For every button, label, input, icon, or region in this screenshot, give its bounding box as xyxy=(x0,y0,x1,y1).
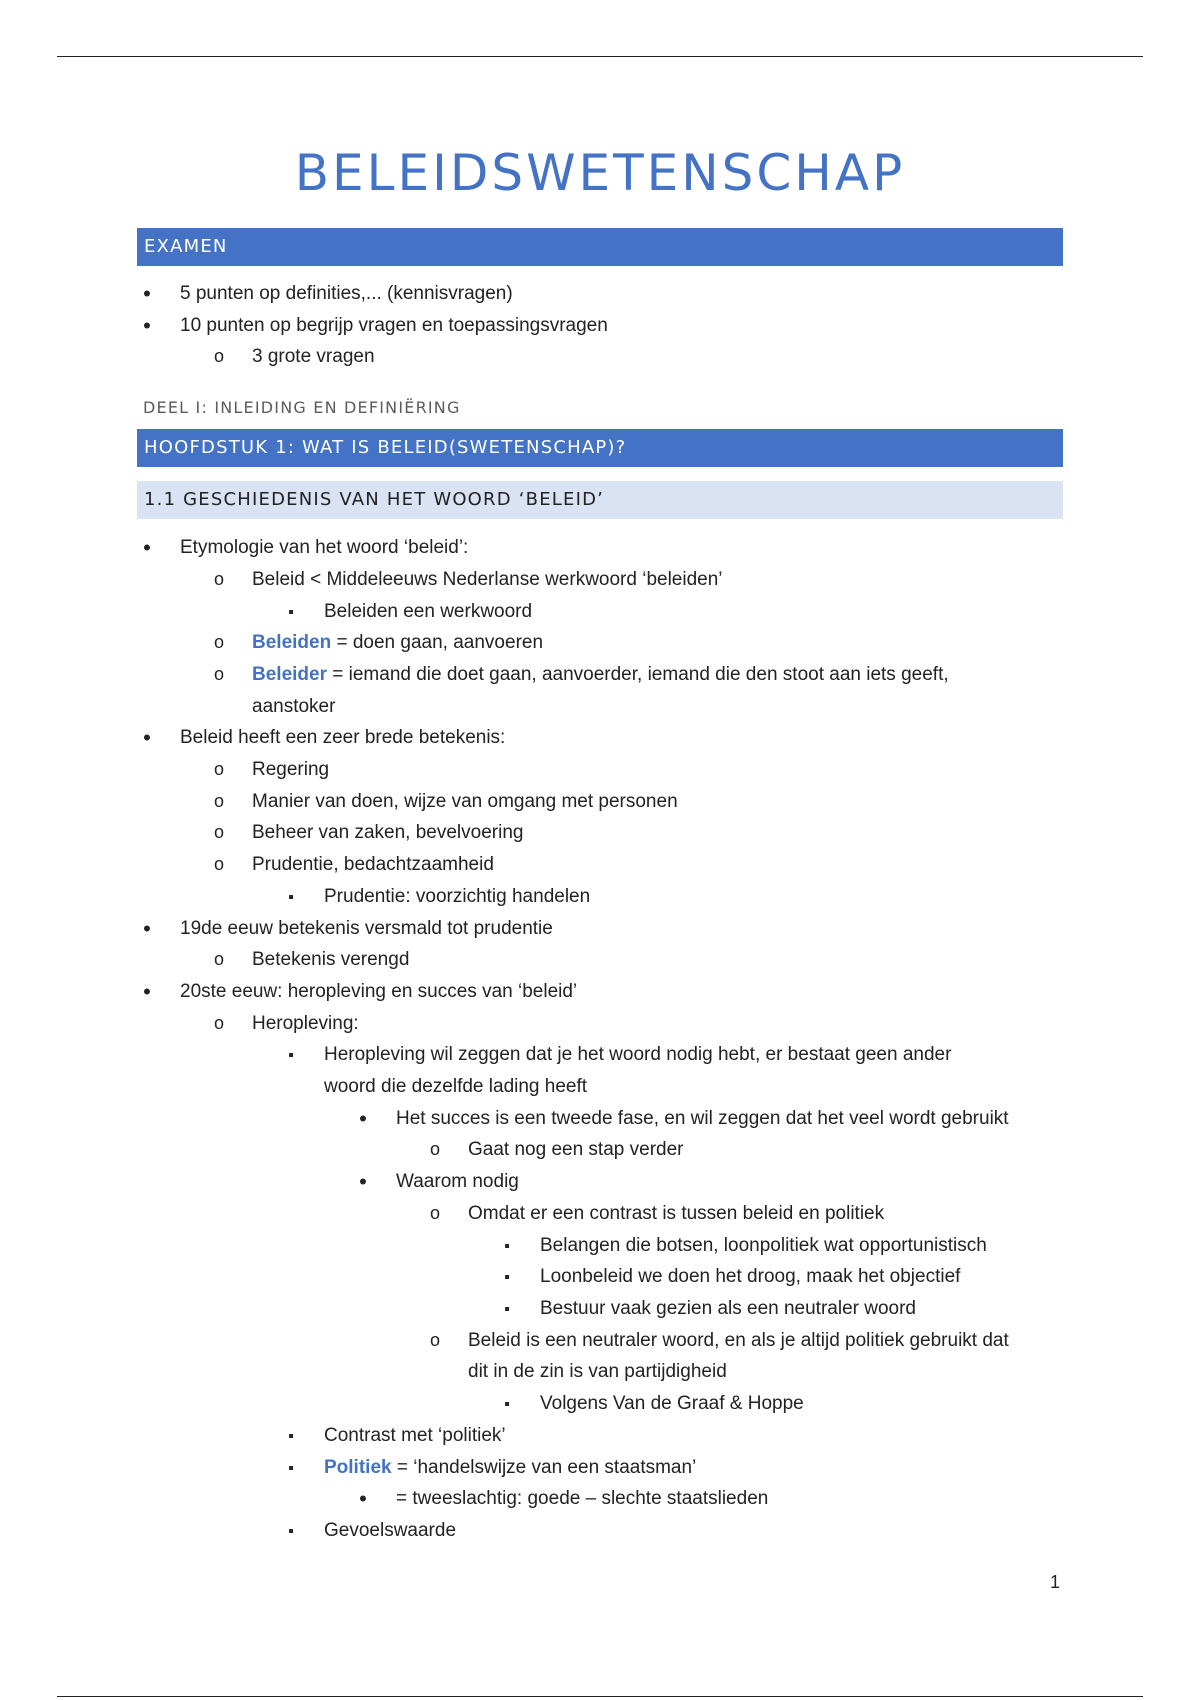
list-item-continuation: dit in de zin is van partijdigheid xyxy=(468,1361,727,1383)
list-item: ▪ Prudentie: voorzichtig handelen xyxy=(137,881,1063,913)
list-item: o Prudentie, bedachtzaamheid xyxy=(137,849,1063,881)
list-item: ▪ Volgens Van de Graaf & Hoppe xyxy=(137,1388,1063,1420)
list-item: o Regering xyxy=(137,754,1063,786)
list-item: • Waarom nodig xyxy=(137,1166,1063,1198)
list-item: o Manier van doen, wijze van omgang met personen xyxy=(137,786,1063,818)
list-item: ▪ Bestuur vaak gezien als een neutraler woord xyxy=(137,1293,1063,1325)
list-item: • Etymologie van het woord ‘beleid’: xyxy=(137,532,1063,564)
part-label: DEEL I: INLEIDING EN DEFINIËRING xyxy=(143,398,461,418)
list-item: • Beleid heeft een zeer brede betekenis: xyxy=(137,722,1063,754)
term-politiek: Politiek xyxy=(324,1456,392,1478)
document-body xyxy=(137,140,1063,1547)
list-item: ▪ Heropleving wil zeggen dat je het woord nodig hebt, er bestaat geen ander xyxy=(137,1039,1063,1071)
list-item: • 5 punten op definities,... (kennisvragen) xyxy=(137,278,1063,310)
list-item: ▪ Contrast met ‘politiek’ xyxy=(137,1420,1063,1452)
list-item: • Het succes is een tweede fase, en wil zeggen dat het veel wordt gebruikt xyxy=(137,1103,1063,1135)
list-item: o Beheer van zaken, bevelvoering xyxy=(137,817,1063,849)
page-number: 1 xyxy=(1049,1572,1060,1592)
list-item: o Heropleving: xyxy=(137,1008,1063,1040)
list-item: • = tweeslachtig: goede – slechte staatslieden xyxy=(137,1483,1063,1515)
list-item: • 19de eeuw betekenis versmald tot prudentie xyxy=(137,913,1063,945)
list-item: o Betekenis verengd xyxy=(137,944,1063,976)
footer-rule xyxy=(57,1696,1143,1697)
heading-chapter: HOOFDSTUK 1: WAT IS BELEID(SWETENSCHAP)? xyxy=(137,429,1063,467)
list-item: ▪ Gevoelswaarde xyxy=(137,1515,1063,1547)
list-item-continuation: aanstoker xyxy=(252,695,336,717)
list-item: ▪ Beleiden een werkwoord xyxy=(137,596,1063,628)
list-item: o Beleid < Middeleeuws Nederlanse werkwoord ‘beleiden’ xyxy=(137,564,1063,596)
list-item: • 20ste eeuw: heropleving en succes van ‘beleid’ xyxy=(137,976,1063,1008)
examen-list xyxy=(137,278,1063,373)
list-item: o 3 grote vragen xyxy=(137,341,1063,373)
header-rule xyxy=(57,56,1143,57)
term-beleider: Beleider xyxy=(252,663,327,685)
list-item: ▪ Belangen die botsen, loonpolitiek wat opportunistisch xyxy=(137,1230,1063,1262)
list-item-continuation: woord die dezelfde lading heeft xyxy=(324,1076,588,1098)
list-item: o Gaat nog een stap verder xyxy=(137,1134,1063,1166)
list-item: • 10 punten op begrijp vragen en toepassingsvragen xyxy=(137,310,1063,342)
heading-examen: EXAMEN xyxy=(137,228,1063,266)
list-item: o Omdat er een contrast is tussen beleid en politiek xyxy=(137,1198,1063,1230)
section-list xyxy=(137,532,1063,1547)
term-beleiden: Beleiden xyxy=(252,632,332,654)
document-title: BELEIDSWETENSCHAP xyxy=(294,144,906,202)
list-item: o Beleiden = doen gaan, aanvoeren xyxy=(137,627,1063,659)
list-item: o Beleid is een neutraler woord, en als je altijd politiek gebruikt dat xyxy=(137,1325,1063,1357)
list-item: ▪ Politiek = ‘handelswijze van een staatsman’ xyxy=(137,1452,1063,1484)
heading-section: 1.1 GESCHIEDENIS VAN HET WOORD ‘BELEID’ xyxy=(137,481,1063,519)
list-item: ▪ Loonbeleid we doen het droog, maak het objectief xyxy=(137,1261,1063,1293)
list-item: o Beleider = iemand die doet gaan, aanvoerder, iemand die den stoot aan iets geeft, xyxy=(137,659,1063,691)
